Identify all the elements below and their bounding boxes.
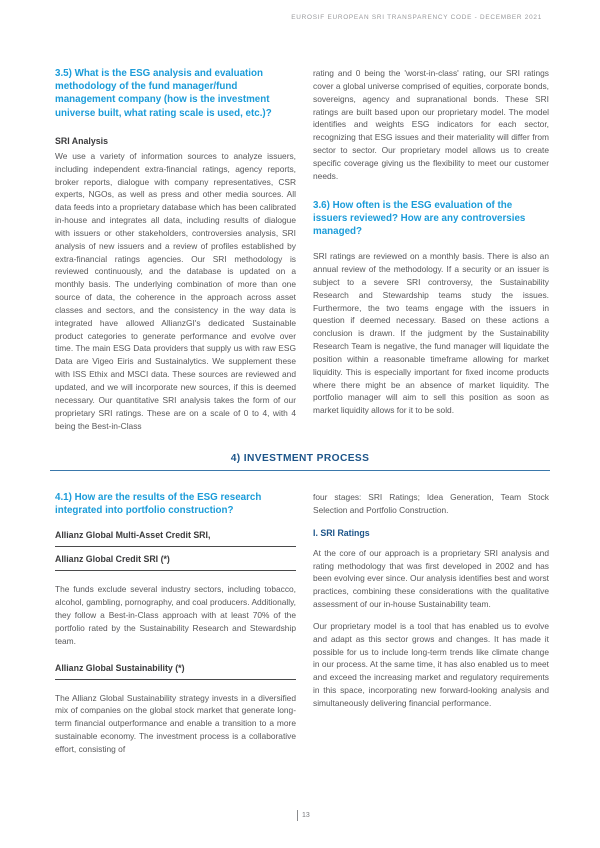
fund-heading-multi-asset-credit-sri: Allianz Global Multi-Asset Credit SRI, bbox=[55, 530, 296, 547]
section-4-divider-line bbox=[50, 470, 550, 471]
section-3-5-left-paragraph: We use a variety of information sources to analyze issuers, including independent extra-financial ratings, agency reports, broker reports, dialogue with company representatives, CSR experts, NGOs, as well as press and other media sources. All data feeds into a proprietary database which has been calibrated in-house and integrates all data, including results of dialogue with issuers or other stakeholders, controversies analysis, SRI analysis of new issuers and a review of profiles established by extra-financial ratings agencies. Our SRI methodology is reviewed continuously, and the database is updated on a monthly basis. The underlying combination of more than one source of data, the coherence in the approach across asset classes and sectors, and the consistency in the way data is integrated have allowed AllianzGI's dedicated Sustainable product categories to generate performance and evolve over time. The main ESG Data providers that supply us with raw ESG Data are Vigeo Eiris and Sustainalytics. We supplement these with ISS Ethix and MSCI data. These sources are reviewed and updated, and we will incorporate new sources, if this is deemed necessary. Our quantitative SRI analysis takes the form of our proprietary SRI ratings. These are on a scale of 0 to 4, with 4 being the Best-in-Class bbox=[55, 150, 296, 431]
running-header: EUROSIF EUROPEAN SRI TRANSPARENCY CODE - DECEMBER 2021 bbox=[291, 14, 542, 21]
section-3-left-column bbox=[55, 67, 296, 432]
section-4-columns bbox=[55, 491, 549, 756]
sri-ratings-subheading: I. SRI Ratings bbox=[313, 527, 370, 538]
section-3-right-column bbox=[313, 67, 549, 432]
section-3-6-paragraph: SRI ratings are reviewed on a monthly basis. There is also an annual review of the methodology. If a security or an issuer is subject to a severe SRI controversy, the Sustainability Research and Stewardship teams study the issues. Furthermore, the two teams engage with the issuers in question if deemed necessary. Based on these actions a conclusion is drawn. If the judgment by the Sustainability Research Team is negative, the fund manager will liquidate the position within a reasonable timeframe allowing for market liquidity. This is especially important for fixed income products where there might be an absence of market liquidity. The portfolio manager will aim to sell this position as soon as market liquidity allows for it to be sold. bbox=[313, 251, 549, 416]
section-4-divider bbox=[50, 453, 550, 471]
sri-ratings-paragraph-2: Our proprietary model is a tool that has enabled us to evolve and adapt as this sector grows and changes. It has made it possible for us to include long-term trends like climate change in our process. At the same time, it has also enabled us to meet and exceed the increasing market and regulatory requirements in this space, incorporating new forward-looking analysis and simultaneously delivering financial performance. bbox=[313, 620, 549, 708]
fund-heading-global-credit-sri: Allianz Global Credit SRI (*) bbox=[55, 554, 296, 571]
sri-analysis-subheading: SRI Analysis bbox=[55, 135, 108, 146]
page-number: 13 bbox=[297, 810, 310, 821]
section-3-columns bbox=[55, 67, 549, 432]
question-4-1-heading: 4.1) How are the results of the ESG research integrated into portfolio construction? bbox=[55, 492, 262, 517]
funds-exclusion-paragraph: The funds exclude several industry sectors, including tobacco, alcohol, gambling, pornography, and coal producers. Additionally, they follow a Best-in-Class approach with at least 70% of the portfolio rated by the Sustainability Research and Stewardship team. bbox=[55, 584, 296, 646]
section-4-title: 4) INVESTMENT PROCESS bbox=[230, 453, 370, 464]
global-sustainability-paragraph: The Allianz Global Sustainability strategy invests in a diversified mix of companies on the global stock market that generate long-term financial outperformance and enable a transition to a more sustainable economy. The investment process is a collaborative effort, consisting of bbox=[55, 692, 296, 754]
section-3-5-right-paragraph: rating and 0 being the 'worst-in-class' rating, our SRI ratings cover a global universe comprised of equities, corporate bonds, sovereigns, agency and supranational bonds. These SRI ratings are built based upon our proprietary model. The model identifies and weights ESG indicators for each sector, recognizing that ESG issues and their materiality will differ from sector to sector. Our proprietary model allows us to create specific coverage giving us the flexibility to meet our customer needs. bbox=[313, 68, 549, 181]
question-3-6-heading: 3.6) How often is the ESG evaluation of the issuers reviewed? How are any controversies managed? bbox=[313, 199, 526, 237]
question-3-5-heading: 3.5) What is the ESG analysis and evaluation methodology of the fund manager/fund management company (how is the investment universe built, what rating scale is used, etc.)? bbox=[55, 68, 272, 119]
section-4-left-column bbox=[55, 491, 296, 756]
fund-heading-global-sustainability: Allianz Global Sustainability (*) bbox=[55, 663, 296, 680]
four-stages-paragraph: four stages: SRI Ratings; Idea Generation, Team Stock Selection and Portfolio Construction. bbox=[313, 492, 549, 515]
sri-ratings-paragraph-1: At the core of our approach is a proprietary SRI analysis and rating methodology that was first developed in 2002 and has been evolving ever since. Our analysis identifies best and worst practices, combining these considerations with the qualitative assessment of our in-house Sustainability team. bbox=[313, 547, 549, 610]
section-4-right-column bbox=[313, 491, 549, 756]
